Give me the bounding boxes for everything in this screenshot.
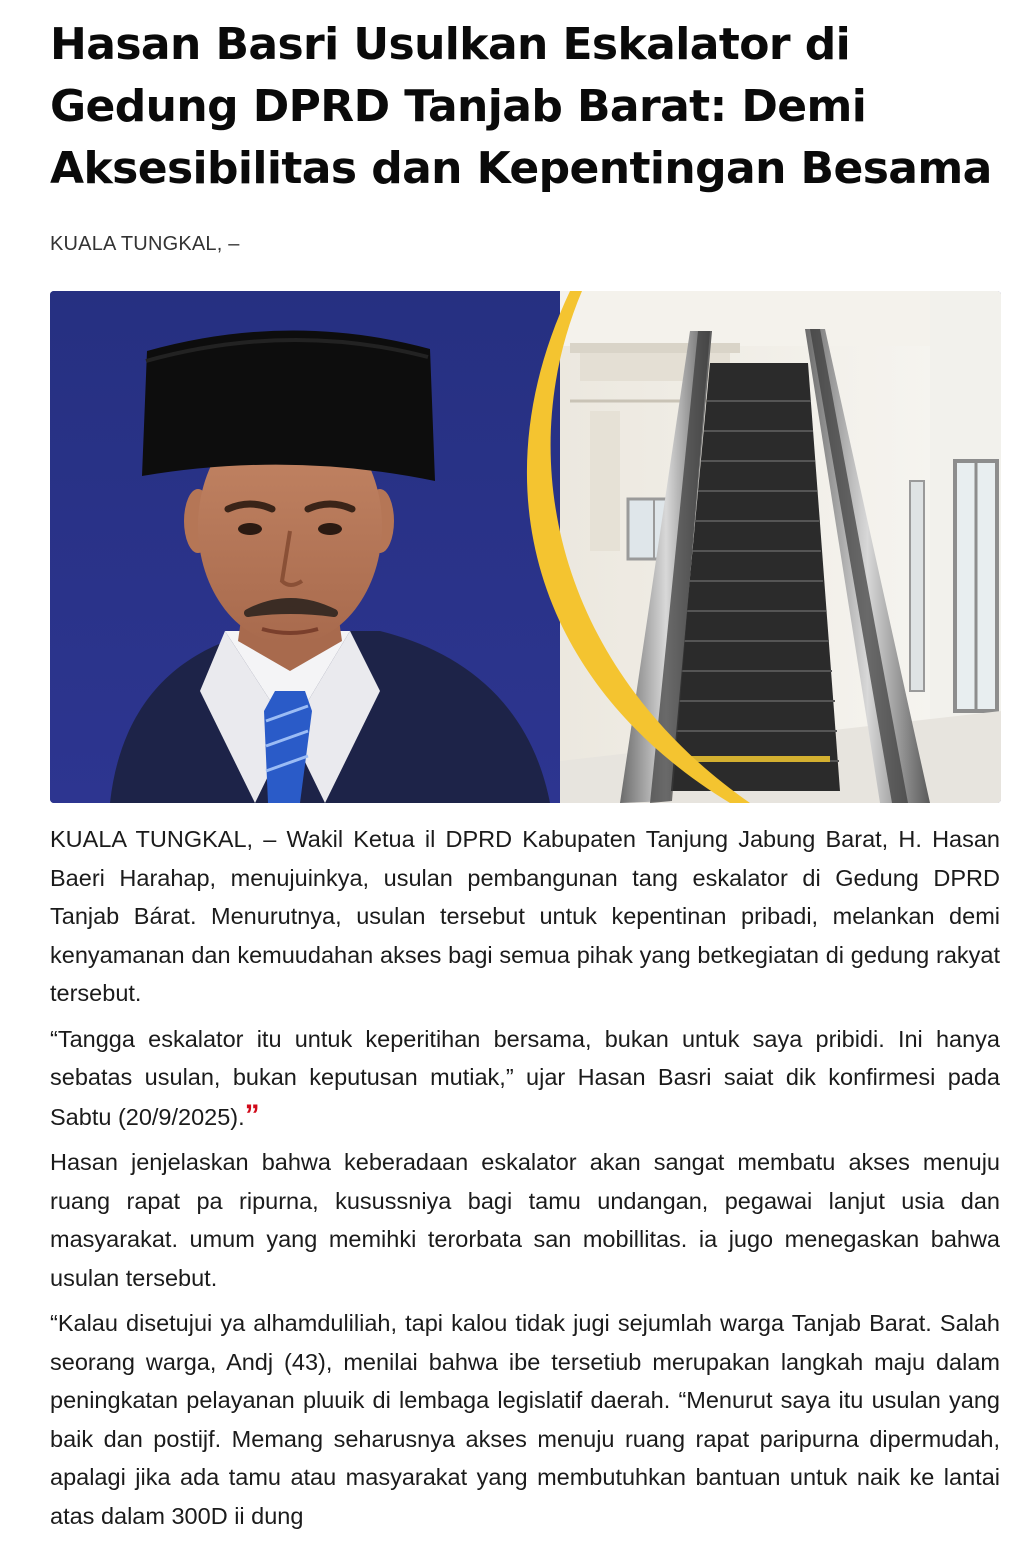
dateline: KUALA TUNGKAL, – <box>50 233 240 255</box>
paragraph: KUALA TUNGKAL, – Wakil Ketua il DPRD Kabupaten Tanjung Jabung Barat, H. Hasan Baeri Harahap, menujuinkya, usulan pembangunan tang eskalator di Gedung DPRD Tanjab Bárat. Menurutnya, usulan tersebut untuk kepentinan pribadi, melankan demi kenyamanan dan kemuudahan akses bagi semua pihak yang betkegiatan di gedung rakyat tersebut. <box>50 826 1000 1006</box>
hero-image <box>50 291 1001 803</box>
article-body <box>50 820 1000 1542</box>
paragraph-quote-text: “Tangga eskalator itu untuk keperitihan bersama, bukan untuk saya pribidi. Ini hanya sebatas usulan, bukan keputusan mutiak,” ujar Hasan Basri saiat dik konfirmesi pada Sabtu (20/9/2025). <box>50 1025 1000 1130</box>
hero-illustration <box>50 291 1001 803</box>
paragraph: Hasan jenjelaskan bahwa keberadaan eskalator akan sangat membatu akses menuju ruang rapat pa ripurna, kusussniya bagi tamu undangan, pegawai lanjut usia dan masyarakat. umum yang memihki terorbata san mobillitas. ia jugo menegaskan bahwa usulan tersebut. <box>50 1149 1000 1291</box>
paragraph: “Kalau disetujui ya alhamduliliah, tapi kalou tidak jugi sejumlah warga Tanjab Barat. Salah seorang warga, Andj (43), menilai bahwa ibe tersetiub merupakan langkah maju dalam peningkatan pelayanan pluuik di lembaga legislatif daerah. “Menurut saya itu usulan yang baik dan postijf. Memang seharusnya akses menuju ruang rapat paripurna dipermudah, apalagi jika ada tamu atau masyarakat yang membutuhkan bantuan untuk naik ke lantai atas dalam 300D ii dung <box>50 1310 1000 1529</box>
article-title: Hasan Basri Usulkan Eskalator di Gedung DPRD Tanjab Barat: Demi Aksesibilitas dan Kepentingan Besama <box>50 19 992 194</box>
escalator-photo <box>560 291 1001 803</box>
paragraph-quote <box>50 1020 1000 1137</box>
red-quote-mark: ” <box>244 1098 260 1132</box>
